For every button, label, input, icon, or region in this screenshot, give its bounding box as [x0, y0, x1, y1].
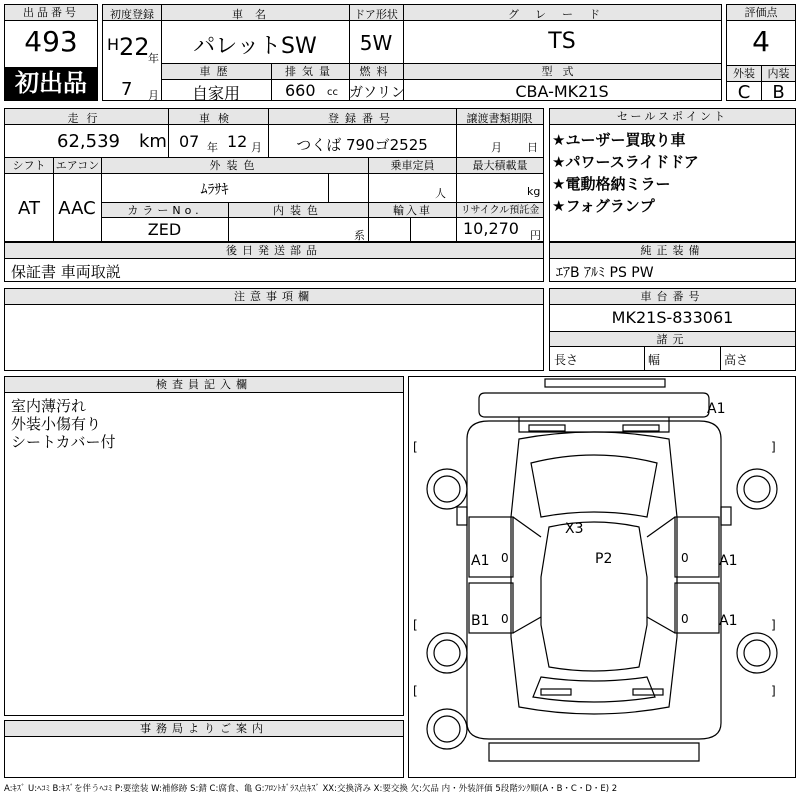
model-label: 型式 [404, 64, 721, 80]
zero-mark: 0 [501, 551, 509, 565]
inspector-line: 室内薄汚れ [11, 397, 87, 415]
vehicle-info-box [102, 4, 722, 101]
displacement-unit: cc [327, 87, 338, 98]
grade-label: グレード [508, 8, 616, 21]
shipping-title: 後日発送部品 [5, 243, 543, 259]
first-reg-label: 初度登録 [110, 8, 154, 21]
bracket-right-top: ] [771, 440, 776, 454]
recycle: 10,270 [463, 219, 519, 238]
dims-width: 幅 [648, 353, 661, 367]
office-title: 事務局よりご案内 [5, 721, 403, 737]
ac: AAC [58, 198, 96, 219]
zero-mark: 0 [501, 612, 509, 626]
score: 4 [752, 25, 770, 58]
transfer-day-unit: 日 [527, 141, 538, 154]
dims-length: 長さ [554, 353, 579, 367]
damage-mark: B1 [471, 613, 490, 629]
chassis-number: MK21S-833061 [611, 308, 734, 327]
shift-label: シフト [5, 158, 53, 174]
damage-mark: A1 [719, 613, 738, 629]
bracket-left-top: [ [413, 440, 418, 454]
divider [328, 174, 329, 202]
ext-color: ﾑﾗｻｷ [200, 182, 229, 198]
era: H [107, 35, 120, 54]
chassis-box [549, 288, 796, 371]
bracket-right-mid: ] [771, 618, 776, 632]
bracket-right-bot: ] [771, 684, 776, 698]
notes-title: 注意事項欄 [5, 289, 543, 305]
color-no: ZED [147, 220, 182, 239]
int-score: B [772, 82, 785, 103]
chassis-title: 車台番号 [550, 289, 795, 305]
equipment-title: 純正装備 [550, 243, 795, 259]
mileage-unit: km [139, 131, 167, 152]
inspector-title: 検査員記入欄 [5, 377, 403, 393]
damage-mark: A1 [719, 553, 738, 569]
mileage: 62,539 [57, 131, 120, 152]
dims-height: 高さ [724, 353, 749, 367]
divider [368, 157, 369, 241]
equipment-value: ｴｱB ｱﾙﾐ PS PW [556, 265, 654, 281]
displacement-label: 排気量 [272, 64, 349, 80]
sales-points-box [549, 108, 796, 242]
inspection-month-unit: 月 [251, 141, 262, 154]
inspection-month: 12 [227, 132, 248, 151]
car-condition-diagram [409, 377, 795, 777]
transfer-month-unit: 月 [491, 141, 502, 154]
ext-score: C [737, 82, 751, 103]
damage-mark: A1 [471, 553, 490, 569]
damage-mark: P2 [595, 551, 613, 567]
inspector-line: 外装小傷有り [11, 415, 102, 433]
history-label: 車歴 [162, 64, 271, 80]
sales-point-item: ★電動格納ミラー [552, 175, 671, 193]
inspection-year: 07 [179, 132, 200, 151]
bracket-left-bot: [ [413, 684, 418, 698]
sales-point-item: ★パワースライドドア [552, 153, 699, 171]
reg-year: 22 [119, 33, 150, 61]
max-load-label: 最大積載量 [457, 158, 543, 174]
divider [720, 347, 721, 370]
inspection-label: 車検 [199, 112, 237, 125]
lot-number: 493 [24, 25, 78, 58]
mileage-label: 走行 [67, 112, 106, 125]
inspector-box [4, 376, 404, 716]
int-score-label: 内装 [762, 66, 795, 82]
divider [456, 157, 457, 241]
capacity-unit: 人 [435, 187, 446, 200]
displacement: 660 [285, 81, 316, 100]
history: 自家用 [191, 84, 240, 103]
zero-mark: 0 [681, 612, 689, 626]
sales-points-title: セールスポイント [550, 109, 795, 125]
fuel: ガソリン [349, 85, 405, 101]
fuel-label: 燃料 [350, 64, 403, 80]
sales-point-item: ★フォグランプ [552, 197, 655, 215]
recycle-unit: 円 [530, 229, 541, 242]
zero-mark: 0 [681, 551, 689, 565]
import-label: 輸入車 [369, 203, 456, 218]
divider [410, 217, 411, 241]
car-name-label: 車名 [232, 8, 278, 21]
color-no-label: カラーNo. [102, 203, 228, 218]
recycle-label: リサイクル預託金 [457, 203, 543, 218]
reg-month: 7 [121, 79, 133, 100]
grade: TS [548, 29, 576, 54]
max-load-unit: kg [527, 185, 541, 198]
score-label: 評価点 [727, 5, 795, 21]
plate: つくば 790ゴ2525 [296, 136, 428, 154]
condition-diagram-box [408, 376, 796, 778]
month-unit: 月 [148, 89, 159, 102]
damage-mark: X3 [565, 521, 584, 537]
int-color-unit: 系 [354, 229, 365, 242]
first-listing-label: 初出品 [15, 69, 87, 97]
ac-label: エアコン [55, 159, 100, 172]
notes-box [4, 288, 544, 371]
shipping-box [4, 242, 544, 282]
shipping-value: 保証書 車両取説 [11, 263, 121, 281]
ext-score-label: 外装 [727, 66, 761, 82]
plate-label: 登録番号 [328, 112, 396, 125]
door-label: ドア形状 [354, 8, 398, 21]
office-box [4, 720, 404, 778]
equipment-box [549, 242, 796, 282]
detail-box [4, 108, 544, 242]
divider [456, 109, 457, 157]
damage-mark: A1 [707, 401, 726, 417]
model: CBA-MK21S [515, 82, 609, 101]
sales-point-item: ★ユーザー買取り車 [552, 131, 686, 149]
inspection-year-unit: 年 [207, 141, 218, 154]
shift: AT [18, 198, 40, 219]
door: 5W [359, 31, 393, 55]
car-name: パレットSW [193, 34, 317, 59]
year-unit: 年 [148, 52, 159, 65]
first-listing-badge [5, 67, 97, 100]
score-box [726, 4, 796, 101]
capacity-label: 乗車定員 [369, 158, 456, 174]
inspector-line: シートカバー付 [11, 433, 116, 451]
lot-number-box [4, 4, 98, 101]
int-color-label: 内装色 [229, 203, 368, 218]
ext-color-label: 外装色 [102, 158, 368, 174]
bracket-left-mid: [ [413, 618, 418, 632]
lot-number-label: 出品番号 [5, 5, 97, 21]
divider [644, 347, 645, 370]
divider [168, 109, 169, 157]
dims-title: 諸元 [550, 332, 795, 347]
transfer-label: 譲渡書類期限 [466, 112, 533, 125]
legend: A:ｷｽﾞ U:ﾍｺﾐ B:ｷｽﾞを伴うﾍｺﾐ P:要塗装 W:補修跡 S:錆 C:腐食、亀 G:ﾌﾛﾝﾄｶﾞﾗｽ点ｷｽﾞ XX:交換済み X:要交換 欠:欠品 内・外装評価 5段階ﾗﾝｸ順(A・B・C・D・E) 2 [4, 784, 618, 794]
